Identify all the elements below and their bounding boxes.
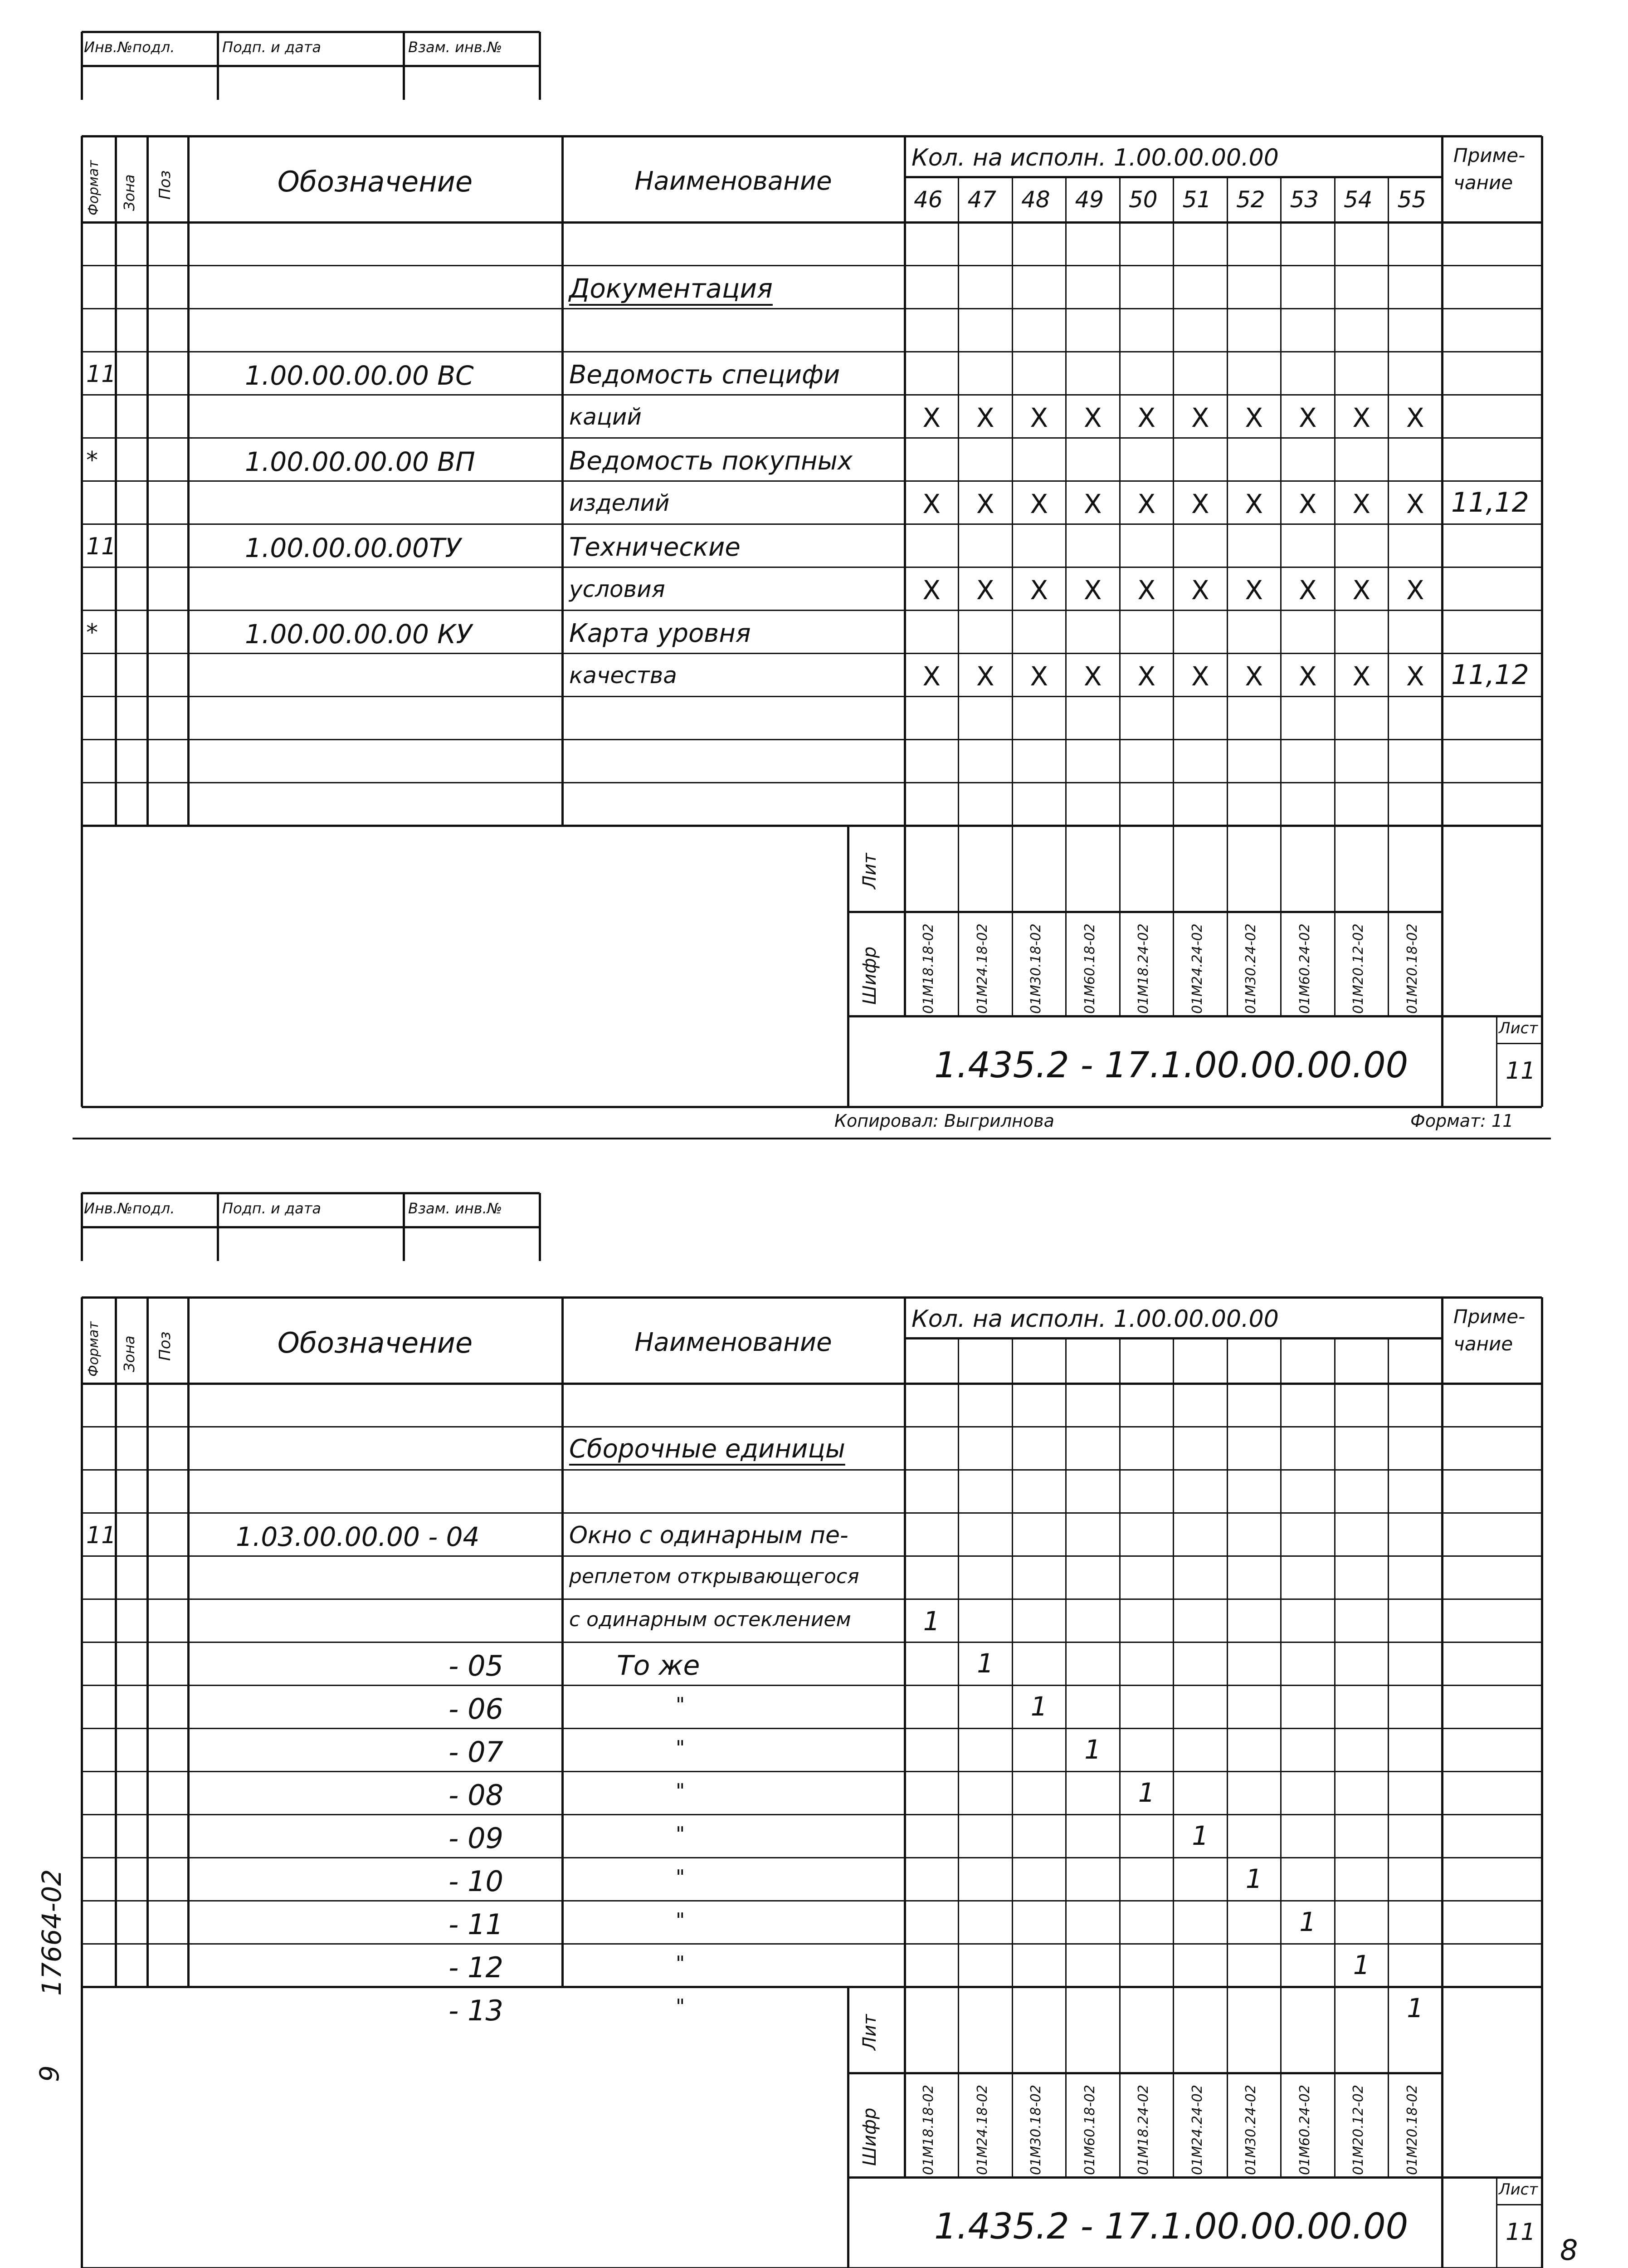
top-title-lit-label: Лит: [859, 853, 880, 889]
bottom-title-qty-line: [1173, 1987, 1174, 2177]
table-row-line: [82, 523, 1542, 525]
table-col-line: [187, 1297, 190, 1987]
top-title-qty-line: [1334, 826, 1336, 1016]
row-mark-4-4: X: [1083, 661, 1102, 692]
row-mark-4-1: X: [922, 661, 941, 692]
inv-header-line: [217, 32, 219, 100]
row-mark-4-7: X: [1245, 661, 1263, 692]
table-col-line: [561, 1297, 564, 1987]
bottom-title-cipher-label: Шифр: [859, 2107, 880, 2166]
qty-col-line: [958, 177, 959, 826]
top-title-qty-line: [1119, 826, 1121, 1016]
table-row-line: [82, 437, 1542, 439]
qty-col-line: [958, 1338, 959, 1987]
top-title-qty-line: [1388, 826, 1389, 1016]
row-note-2: 11,12: [1451, 487, 1529, 518]
bottom-title-cipher-10: 01М20.18-02: [1404, 2085, 1420, 2175]
bottom-title-qty-line: [1280, 1987, 1282, 2177]
qty-col-line: [1388, 177, 1389, 826]
table-col-line: [81, 1297, 83, 1987]
inv-header-line: [81, 1193, 83, 1261]
col-header-format: Формат: [86, 160, 102, 215]
qty-col-line: [1334, 1338, 1336, 1987]
top-title-qty-line: [1227, 826, 1228, 1016]
table-row-line: [82, 1900, 1542, 1901]
section-documentation: Документация: [569, 273, 773, 304]
col-header-designation: Обозначение: [277, 165, 473, 198]
table-col-line: [187, 136, 190, 826]
bottom-title-line: [1496, 2177, 1497, 2268]
bottom-title-doc-number: 1.435.2 - 17.1.00.00.00.00: [934, 2206, 1409, 2247]
qty-col-header-52: 52: [1236, 186, 1265, 213]
table-row-line: [82, 480, 1542, 482]
row-designation-2: 1.00.00.00.00 ВП: [245, 446, 475, 477]
qty-col-line: [1388, 1338, 1389, 1987]
asm-designation-9: - 13: [448, 1994, 503, 2027]
qty-col-line: [1280, 177, 1282, 826]
qty-col-header-54: 54: [1344, 186, 1373, 213]
table-top-line: [82, 1296, 1542, 1299]
row-name-line1-1: Ведомость специфи: [569, 360, 840, 390]
signature-date-label: Подп. и дата: [222, 39, 321, 56]
qty-col-line: [1119, 1338, 1121, 1987]
table-row-line: [82, 567, 1542, 568]
bottom-title-qty-line: [1012, 1987, 1013, 2177]
row-designation-1: 1.00.00.00.00 ВС: [245, 360, 474, 391]
asm-qty-4: 1: [1138, 1777, 1155, 1808]
row-mark-2-8: X: [1298, 489, 1317, 519]
table-row-line: [82, 653, 1542, 654]
row-note-4: 11,12: [1451, 659, 1529, 691]
row-mark-3-6: X: [1191, 575, 1209, 606]
bottom-title-cipher-7: 01М30.24-02: [1243, 2085, 1259, 2175]
top-title-cipher-2: 01М24.18-02: [974, 924, 990, 1014]
inv-header-line: [217, 1193, 219, 1261]
bottom-title-qty-line: [1119, 1987, 1121, 2177]
qty-col-line: [1065, 177, 1067, 826]
bottom-title-qty-line: [1334, 1987, 1336, 2177]
top-title-qty-line: [1065, 826, 1067, 1016]
col-header-qty-title: Кол. на исполн. 1.00.00.00.00: [911, 1305, 1279, 1333]
bottom-title-line: [848, 2072, 1442, 2074]
row-format-4: *: [86, 619, 98, 646]
bottom-title-sheet-number: 11: [1506, 2219, 1536, 2246]
asm-designation-3: - 07: [448, 1735, 503, 1769]
table-col-line: [115, 1297, 117, 1987]
col-header-name: Наименование: [634, 1328, 832, 1357]
row-mark-4-2: X: [976, 661, 994, 692]
table-row-line: [82, 308, 1542, 309]
asm-first-designation: 1.03.00.00.00 - 04: [236, 1521, 480, 1552]
bottom-title-cipher-8: 01М60.24-02: [1297, 2085, 1313, 2175]
qty-col-header-50: 50: [1129, 186, 1158, 213]
row-mark-3-5: X: [1137, 575, 1156, 606]
asm-designation-6: - 10: [448, 1865, 503, 1898]
row-name-line1-4: Карта уровня: [569, 619, 751, 648]
row-mark-1-2: X: [976, 402, 994, 433]
asm-designation-4: - 08: [448, 1779, 503, 1812]
asm-first-name2: реплетом открывающегося: [569, 1565, 859, 1588]
row-format-1: 11: [86, 361, 117, 388]
top-title-top-line: [82, 825, 1542, 827]
row-format-3: 11: [86, 533, 117, 560]
top-title-cipher-4: 01М60.18-02: [1082, 924, 1098, 1014]
top-title-line: [1541, 826, 1543, 1107]
asm-name-7: ": [676, 1909, 685, 1932]
top-title-cipher-1: 01М18.18-02: [921, 924, 936, 1014]
qty-col-header-55: 55: [1397, 186, 1427, 213]
table-row-line: [82, 1857, 1542, 1858]
bottom-title-line: [1496, 2204, 1542, 2205]
table-row-line: [82, 1685, 1542, 1686]
row-mark-2-10: X: [1406, 489, 1424, 519]
asm-name-6: ": [676, 1866, 685, 1889]
table-col-line: [1541, 136, 1543, 826]
top-title-cipher-label: Шифр: [859, 946, 880, 1005]
col-header-qty-title: Кол. на исполн. 1.00.00.00.00: [911, 144, 1279, 171]
table-col-line: [1441, 136, 1443, 826]
row-name-line2-1: каций: [569, 404, 642, 430]
row-mark-1-5: X: [1137, 402, 1156, 433]
inv-header-line: [539, 1193, 541, 1261]
row-mark-1-6: X: [1191, 402, 1209, 433]
asm-name-2: ": [676, 1693, 685, 1716]
replacement-inv-label: Взам. инв.№: [408, 39, 502, 56]
inv-header-line: [82, 1226, 540, 1228]
table-header-bottom-line: [82, 221, 1542, 224]
row-mark-4-8: X: [1298, 661, 1317, 692]
col-header-note-1: Приме-: [1453, 1305, 1526, 1328]
table-row-line: [82, 782, 1542, 783]
asm-qty-9: 1: [1407, 1993, 1424, 2024]
asm-qty-1: 1: [977, 1648, 994, 1679]
top-title-line: [847, 826, 849, 1107]
qty-col-line: [1173, 1338, 1174, 1987]
table-row-line: [82, 394, 1542, 396]
row-designation-3: 1.00.00.00.00ТУ: [245, 533, 461, 563]
row-name-line2-2: изделий: [569, 490, 670, 516]
table-row-line: [82, 610, 1542, 611]
bottom-title-cipher-6: 01М24.24-02: [1189, 2085, 1205, 2175]
margin-page-9: 9: [34, 2065, 65, 2082]
asm-name-3: ": [676, 1736, 685, 1760]
table-col-line: [146, 136, 149, 826]
bottom-title-cipher-4: 01М60.18-02: [1082, 2085, 1098, 2175]
row-mark-2-5: X: [1137, 489, 1156, 519]
table-row-line: [82, 1642, 1542, 1643]
qty-col-line: [1012, 1338, 1013, 1987]
table-row-line: [82, 696, 1542, 697]
bottom-title-line: [904, 1987, 906, 2177]
row-mark-2-3: X: [1030, 489, 1048, 519]
inv-number-label: Инв.№подл.: [84, 1200, 175, 1217]
qty-col-line: [1227, 1338, 1228, 1987]
asm-qty-7: 1: [1299, 1906, 1316, 1937]
row-mark-3-4: X: [1083, 575, 1102, 606]
table-col-line: [115, 136, 117, 826]
table-row-line: [82, 351, 1542, 352]
row-name-line1-2: Ведомость покупных: [569, 446, 853, 476]
bottom-title-qty-line: [958, 1987, 959, 2177]
qty-col-header-49: 49: [1075, 186, 1104, 213]
table-row-line: [82, 1598, 1542, 1600]
top-title-sheet-number: 11: [1506, 1057, 1536, 1085]
bottom-title-cipher-9: 01М20.12-02: [1350, 2085, 1366, 2175]
top-title-sheet-label: Лист: [1499, 1019, 1538, 1037]
row-mark-1-4: X: [1083, 402, 1102, 433]
bottom-title-cipher-2: 01М24.18-02: [974, 2085, 990, 2175]
bottom-title-line: [847, 1987, 849, 2268]
row-name-line1-3: Технические: [569, 533, 741, 562]
row-mark-3-7: X: [1245, 575, 1263, 606]
row-mark-1-10: X: [1406, 402, 1424, 433]
row-format-2: *: [86, 447, 98, 474]
qty-col-line: [1173, 177, 1174, 826]
table-col-line: [904, 1297, 906, 1987]
qty-col-header-53: 53: [1290, 186, 1319, 213]
table-top-line: [82, 135, 1542, 137]
top-title-line: [1496, 1016, 1497, 1107]
table-col-line: [1441, 1297, 1443, 1987]
bottom-title-lit-label: Лит: [859, 2014, 880, 2050]
asm-name-9: ": [676, 1995, 685, 2018]
bottom-title-line: [848, 2176, 1542, 2179]
col-header-note-2: чание: [1453, 1333, 1513, 1355]
col-header-note-1: Приме-: [1453, 144, 1526, 166]
inv-header-line: [82, 65, 540, 67]
top-title-line: [848, 911, 1442, 913]
asm-designation-7: - 11: [448, 1908, 503, 1941]
bottom-title-sheet-label: Лист: [1499, 2180, 1538, 2199]
asm-name-4: ": [676, 1779, 685, 1803]
bottom-title-cipher-3: 01М30.18-02: [1028, 2085, 1044, 2175]
row-mark-2-2: X: [976, 489, 994, 519]
asm-qty-2: 1: [1030, 1691, 1048, 1722]
row-mark-1-3: X: [1030, 402, 1048, 433]
top-title-line: [848, 1015, 1542, 1017]
col-header-zone: Зона: [121, 1335, 138, 1372]
bottom-title-cipher-1: 01М18.18-02: [921, 2085, 936, 2175]
asm-qty-3: 1: [1084, 1734, 1102, 1765]
asm-name-5: ": [676, 1823, 685, 1846]
inv-header-line: [82, 31, 540, 33]
row-mark-3-8: X: [1298, 575, 1317, 606]
table-row-line: [82, 1555, 1542, 1557]
table-row-line: [82, 1512, 1542, 1514]
qty-col-line: [1065, 1338, 1067, 1987]
top-title-cipher-3: 01М30.18-02: [1028, 924, 1044, 1014]
qty-col-line: [1334, 177, 1336, 826]
table-header-bottom-line: [82, 1383, 1542, 1385]
bottom-title-top-line: [82, 1986, 1542, 1988]
asm-designation-8: - 12: [448, 1951, 503, 1984]
asm-qty-8: 1: [1353, 1950, 1370, 1980]
sheet-separator: [73, 1138, 1551, 1139]
row-mark-1-7: X: [1245, 402, 1263, 433]
row-mark-2-4: X: [1083, 489, 1102, 519]
top-title-doc-number: 1.435.2 - 17.1.00.00.00.00: [934, 1045, 1409, 1086]
bottom-title-line: [1441, 1987, 1443, 2268]
row-mark-3-3: X: [1030, 575, 1048, 606]
top-title-bottom-line: [82, 1106, 1542, 1108]
inv-header-line: [81, 32, 83, 100]
top-title-cipher-5: 01М18.24-02: [1136, 924, 1151, 1014]
top-title-qty-line: [1280, 826, 1282, 1016]
table-row-line: [82, 739, 1542, 740]
top-title-cipher-6: 01М24.24-02: [1189, 924, 1205, 1014]
asm-name-1: То же: [617, 1650, 700, 1681]
qty-col-header-48: 48: [1021, 186, 1050, 213]
col-header-zone: Зона: [121, 174, 138, 211]
asm-first-name1: Окно с одинарным пе-: [569, 1522, 848, 1549]
table-col-line: [561, 136, 564, 826]
table-col-line: [81, 136, 83, 826]
row-mark-1-8: X: [1298, 402, 1317, 433]
asm-first-name3: с одинарным остеклением: [569, 1608, 851, 1631]
table-row-line: [82, 1814, 1542, 1815]
row-mark-4-10: X: [1406, 661, 1424, 692]
asm-first-qty: 1: [923, 1606, 940, 1637]
margin-page-8: 8: [1560, 2234, 1578, 2267]
row-mark-4-5: X: [1137, 661, 1156, 692]
row-mark-4-3: X: [1030, 661, 1048, 692]
replacement-inv-label: Взам. инв.№: [408, 1200, 502, 1217]
row-mark-4-9: X: [1352, 661, 1371, 692]
table-row-line: [82, 265, 1542, 266]
table-col-line: [1541, 1297, 1543, 1987]
asm-qty-5: 1: [1192, 1820, 1209, 1851]
asm-designation-1: - 05: [448, 1649, 503, 1682]
col-header-pos: Поз: [156, 170, 174, 200]
inv-header-line: [82, 1192, 540, 1194]
qty-col-header-46: 46: [914, 186, 943, 213]
section-assembly-units: Сборочные единицы: [569, 1434, 845, 1464]
top-title-cipher-10: 01М20.18-02: [1404, 924, 1420, 1014]
qty-col-line: [1227, 177, 1228, 826]
row-mark-2-6: X: [1191, 489, 1209, 519]
row-mark-3-1: X: [922, 575, 941, 606]
table-col-line: [146, 1297, 149, 1987]
format-note: Формат: 11: [1410, 1111, 1514, 1131]
copied-by: Копировал: Выгрилнова: [834, 1111, 1054, 1131]
col-header-name: Наименование: [634, 166, 832, 196]
top-title-cipher-9: 01М20.12-02: [1350, 924, 1366, 1014]
bottom-title-qty-line: [1227, 1987, 1228, 2177]
asm-qty-6: 1: [1245, 1863, 1262, 1894]
col-header-designation: Обозначение: [277, 1326, 473, 1359]
bottom-title-line: [1541, 1987, 1543, 2268]
qty-col-line: [1280, 1338, 1282, 1987]
row-name-line2-3: условия: [569, 576, 665, 602]
table-row-line: [82, 1728, 1542, 1729]
qty-col-header-51: 51: [1182, 186, 1212, 213]
col-header-pos: Поз: [156, 1331, 174, 1361]
top-title-line: [81, 826, 83, 1107]
inv-header-line: [403, 1193, 405, 1261]
table-row-line: [82, 1469, 1542, 1471]
bottom-title-qty-line: [1065, 1987, 1067, 2177]
bottom-title-cipher-5: 01М18.24-02: [1136, 2085, 1151, 2175]
signature-date-label: Подп. и дата: [222, 1200, 321, 1217]
qty-col-header-47: 47: [967, 186, 997, 213]
asm-designation-5: - 09: [448, 1822, 503, 1855]
table-row-line: [82, 1771, 1542, 1772]
row-mark-2-1: X: [922, 489, 941, 519]
row-mark-2-9: X: [1352, 489, 1371, 519]
row-mark-1-1: X: [922, 402, 941, 433]
col-header-note-2: чание: [1453, 171, 1513, 194]
row-designation-4: 1.00.00.00.00 КУ: [245, 619, 472, 650]
asm-name-8: ": [676, 1952, 685, 1975]
margin-archive-number: 17664-02: [36, 1869, 67, 1996]
row-mark-4-6: X: [1191, 661, 1209, 692]
top-title-cipher-7: 01М30.24-02: [1243, 924, 1259, 1014]
row-mark-3-10: X: [1406, 575, 1424, 606]
top-title-line: [904, 826, 906, 1016]
row-name-line2-4: качества: [569, 662, 677, 689]
table-row-line: [82, 1426, 1542, 1427]
top-title-qty-line: [1173, 826, 1174, 1016]
row-mark-3-2: X: [976, 575, 994, 606]
row-mark-1-9: X: [1352, 402, 1371, 433]
col-header-format: Формат: [86, 1321, 102, 1377]
asm-first-format: 11: [86, 1522, 117, 1549]
top-title-line: [1496, 1043, 1542, 1044]
inv-header-line: [539, 32, 541, 100]
row-mark-3-9: X: [1352, 575, 1371, 606]
top-title-cipher-8: 01М60.24-02: [1297, 924, 1313, 1014]
asm-designation-2: - 06: [448, 1692, 503, 1725]
bottom-title-line: [81, 1987, 83, 2268]
inv-header-line: [403, 32, 405, 100]
qty-col-line: [1119, 177, 1121, 826]
top-title-line: [1441, 826, 1443, 1107]
row-mark-2-7: X: [1245, 489, 1263, 519]
qty-col-line: [1012, 177, 1013, 826]
top-title-qty-line: [1012, 826, 1013, 1016]
top-title-qty-line: [958, 826, 959, 1016]
inv-number-label: Инв.№подл.: [84, 39, 175, 56]
bottom-title-qty-line: [1388, 1987, 1389, 2177]
table-row-line: [82, 1943, 1542, 1945]
table-col-line: [904, 136, 906, 826]
